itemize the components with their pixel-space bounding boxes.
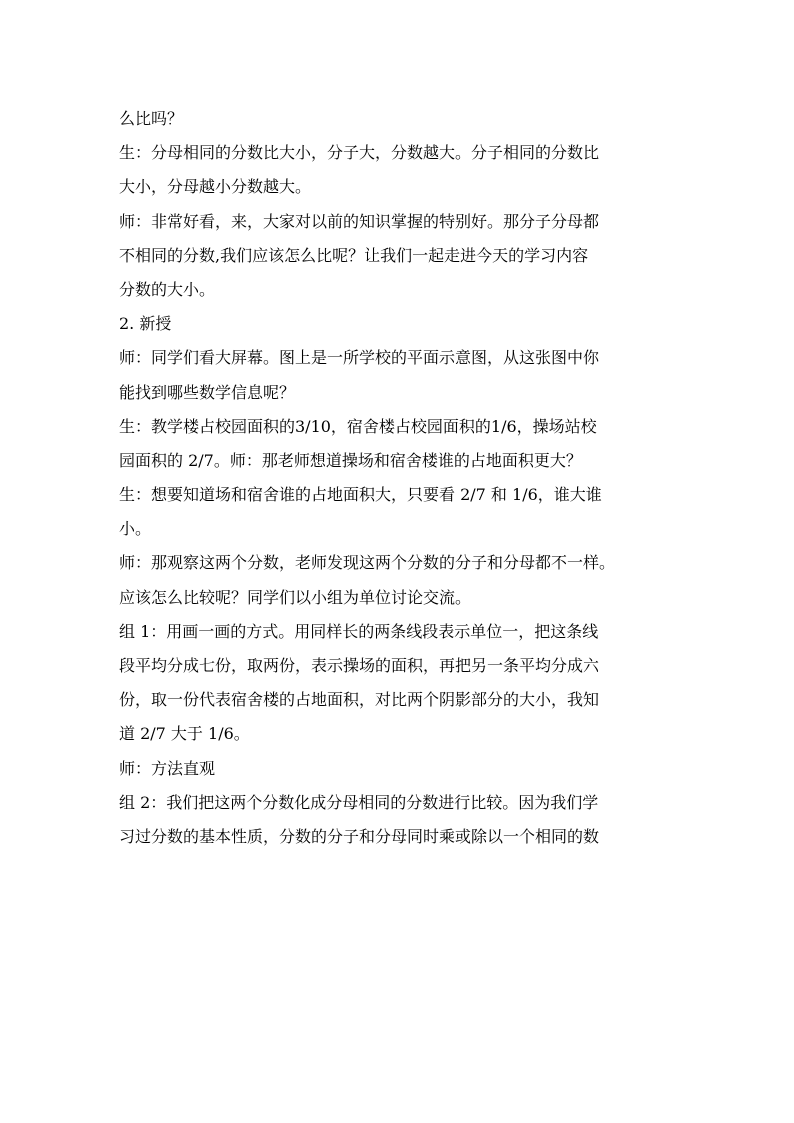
text-line: 么比吗？ [119,109,184,128]
text-line: 不相同的分数,我们应该怎么比呢？让我们一起走进今天的学习内容 [119,245,589,265]
text-line: 大小，分母越小分数越大。 [119,177,312,197]
text-line: 组 1：用画一画的方式。用同样长的两条线段表示单位一，把这条线 [119,621,599,641]
text-line: 园面积的 2/7。师：那老师想道操场和宿舍楼谁的占地面积更大？ [119,450,582,470]
text-line: 师：方法直观 [119,758,216,778]
text-line: 小。 [119,519,152,539]
text-line: 组 2：我们把这两个分数化成分母相同的分数进行比较。因为我们学 [119,792,599,812]
text-line: 生：想要知道场和宿舍谁的占地面积大，只要看 2/7 和 1/6，谁大谁 [119,485,602,505]
text-line: 道 2/7 大于 1/6。 [119,724,250,744]
text-line: 生：教学楼占校园面积的3/10，宿舍楼占校园面积的1/6，操场站校 [119,416,597,436]
text-line: 生：分母相同的分数比大小，分子大，分数越大。分子相同的分数比 [119,143,600,163]
document-body [119,102,689,854]
text-line: 应该怎么比较呢？同学们以小组为单位讨论交流。 [119,587,472,607]
text-line: 分数的大小。 [119,279,216,299]
text-line: 段平均分成七份，取两份，表示操场的面积，再把另一条平均分成六 [119,656,600,675]
text-line: 习过分数的基本性质，分数的分子和分母同时乘或除以一个相同的数 [119,826,600,846]
text-line: 能找到哪些数学信息呢？ [119,382,296,402]
text-line: 份，取一份代表宿舍楼的占地面积，对比两个阴影部分的大小，我知 [119,690,600,710]
section-heading: 2. 新授 [119,314,172,334]
text-line: 师：非常好看，来，大家对以前的知识掌握的特别好。那分子分母都 [119,211,600,231]
text-line: 师：同学们看大屏幕。图上是一所学校的平面示意图，从这张图中你 [119,348,600,368]
text-line: 师：那观察这两个分数，老师发现这两个分数的分子和分母都不一样。 [119,553,616,573]
